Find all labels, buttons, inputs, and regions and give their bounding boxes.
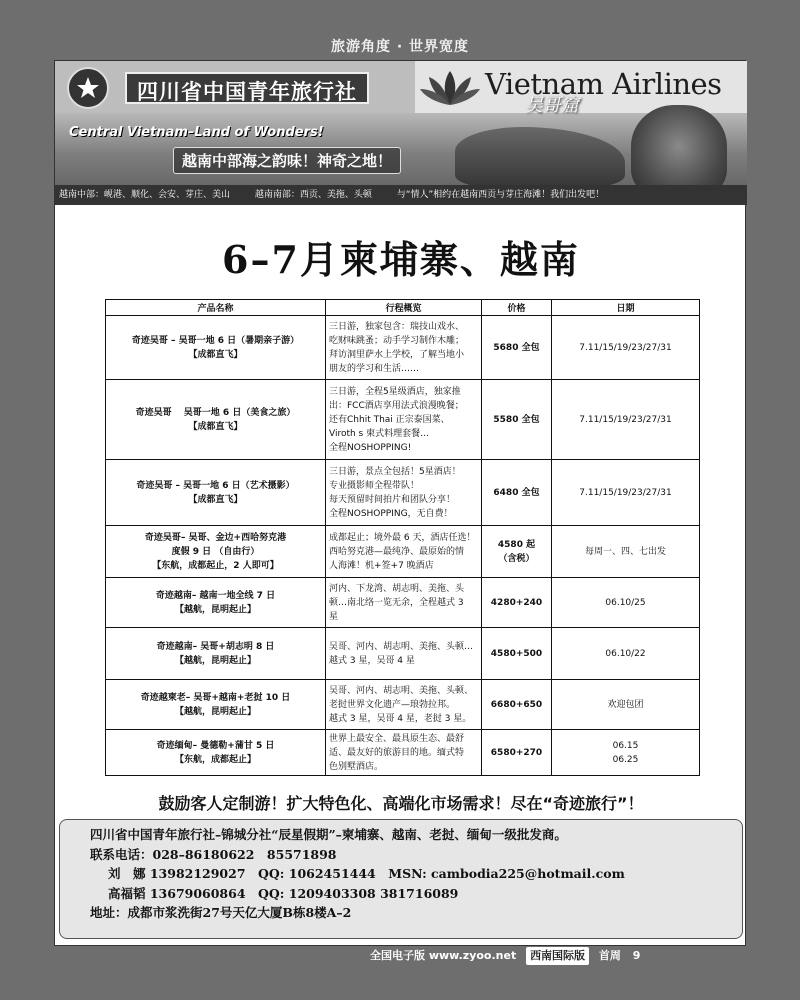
product-table [105, 299, 700, 776]
star-logo-icon [67, 67, 109, 109]
bayon-face-photo [631, 105, 727, 197]
airline-logo-area [415, 61, 747, 113]
itinerary-cell: 三日游，独家包含：瑞技山戏水、 吃财味跳蚤；动手学习制作木雕； 拜访洞里萨水上学校，了解当地小 朋友的学习和生活…… [326, 316, 482, 380]
agency-logo-area [55, 61, 415, 113]
footer-edition: 全国电子版 www.zyoo.net [370, 949, 517, 962]
contact-box [59, 819, 743, 939]
price-cell: 6680+650 [482, 680, 552, 730]
contact-phone: 联系电话：028–86180622 85571898 [90, 846, 337, 862]
table-row [106, 628, 700, 680]
product-name: 奇迹越柬老– 吴哥+越南+老挝 10 日 【越航，昆明起止】 [106, 680, 326, 730]
date-cell: 7.11/15/19/23/27/31 [552, 380, 700, 460]
date-cell: 欢迎包团 [552, 680, 700, 730]
date-cell: 06.10/22 [552, 628, 700, 680]
promo-slogan: 鼓励客人定制游！扩大特色化、高端化市场需求！尽在“奇迹旅行”！ [158, 794, 644, 813]
destination-strip [55, 185, 747, 205]
strip-central: 越南中部：岘港、顺化、会安、芽庄、美山 [59, 190, 231, 200]
table-row [106, 526, 700, 578]
contact-person-2: 高福韬 13679060864 QQ: 1209403308 381716089 [108, 885, 459, 901]
product-name: 奇迹吴哥– 吴哥、金边+西哈努克港 度假 9 日 （自由行） 【东航，成都起止，2 人即可】 [106, 526, 326, 578]
table-row [106, 316, 700, 380]
agency-name: 四川省中国青年旅行社 [125, 72, 369, 104]
footer-section: 首周 [598, 949, 621, 962]
price-cell: 5580 全包 [482, 380, 552, 460]
page-footer [370, 947, 640, 965]
date-cell: 06.15 06.25 [552, 730, 700, 776]
table-row [106, 380, 700, 460]
contact-person-1: 刘 娜 13982129027 QQ: 1062451444 MSN: cambodia225@hotmail.com [108, 866, 625, 881]
product-name: 奇迹缅甸– 曼德勒+蒲甘 5 日 【东航，成都起止】 [106, 730, 326, 776]
table-row [106, 680, 700, 730]
product-name: 奇迹吴哥 吴哥一地 6 日（美食之旅） 【成都直飞】 [106, 380, 326, 460]
price-cell: 4580+500 [482, 628, 552, 680]
itinerary-cell: 河内、下龙湾、胡志明、美拖、头 顿…南北络一览无余，全程越式 3 星 [326, 578, 482, 628]
airline-name: Vietnam Airlines [485, 67, 722, 101]
header-slogan: 旅游角度 · 世界宽度 [330, 39, 470, 55]
table-row [106, 578, 700, 628]
itinerary-cell: 世界上最安全、最具原生态、最舒 适、最友好的旅游目的地。缅式特 色别墅酒店。 [326, 730, 482, 776]
product-name: 奇迹越南– 吴哥+胡志明 8 日 【越航，昆明起止】 [106, 628, 326, 680]
banner [55, 61, 747, 205]
table-header-row [106, 300, 700, 316]
date-cell: 7.11/15/19/23/27/31 [552, 460, 700, 526]
date-cell: 06.10/25 [552, 578, 700, 628]
table-row [106, 730, 700, 776]
price-cell: 6580+270 [482, 730, 552, 776]
itinerary-cell: 吴哥、河内、胡志明、美拖、头顿、 老挝世界文化遗产—琅勃拉邦。 越式 3 星，吴哥 4 星，老挝 3 星。 [326, 680, 482, 730]
price-cell: 4580 起 （含税） [482, 526, 552, 578]
price-cell: 6480 全包 [482, 460, 552, 526]
product-name: 奇迹吴哥 – 吴哥一地 6 日（艺术摄影） 【成都直飞】 [106, 460, 326, 526]
strip-south: 越南南部：西贡、美拖、头顿 [254, 190, 372, 200]
itinerary-cell: 三日游，全程5星级酒店，独家推 出：FCC酒店享用法式浪漫晚餐； 还有Chhit Thai 正宗泰国菜、 Viroth s 柬式料理套餐… 全程NOSHOPPING! [326, 380, 482, 460]
itinerary-cell: 吴哥、河内、胡志明、美拖、头顿… 越式 3 星，吴哥 4 星 [326, 628, 482, 680]
advertisement-page [54, 60, 746, 946]
header-date: 日期 [552, 300, 700, 316]
itinerary-cell: 成都起止；境外最 6 天，酒店任选！ 西哈努克港—最纯净、最原始的情 人海滩！机+签+7 晚酒店 [326, 526, 482, 578]
price-cell: 5680 全包 [482, 316, 552, 380]
tagline-chinese: 越南中部海之韵味！神奇之地！ [173, 147, 401, 174]
calligraphy-text: 吴哥窟 [525, 95, 579, 116]
tagline-english: Central Vietnam–Land of Wonders! [69, 125, 324, 140]
date-cell: 7.11/15/19/23/27/31 [552, 316, 700, 380]
table-row [106, 460, 700, 526]
lotus-icon [419, 67, 481, 107]
product-name: 奇迹吴哥 – 吴哥一地 6 日（暑期亲子游） 【成都直飞】 [106, 316, 326, 380]
footer-label: 西南国际版 [526, 947, 589, 965]
header-itinerary: 行程概览 [326, 300, 482, 316]
strip-slogan: 与“情人”相约在越南西贡与芽庄海滩！我们出发吧！ [396, 190, 605, 200]
date-cell: 每周一、四、七出发 [552, 526, 700, 578]
contact-address: 地址：成都市浆洗街27号天亿大厦B栋8楼A–2 [90, 905, 352, 920]
product-name: 奇迹越南– 越南一地全线 7 日 【越航，昆明起止】 [106, 578, 326, 628]
itinerary-cell: 三日游，景点全包括！5星酒店！ 专业摄影师全程带队！ 每天预留时间拍片和团队分享！ 全程NOSHOPPING，无自费！ [326, 460, 482, 526]
header-product: 产品名称 [106, 300, 326, 316]
contact-company: 四川省中国青年旅行社–锦城分社“辰星假期”–柬埔寨、越南、老挝、缅甸一级批发商。 [90, 827, 567, 842]
header-price: 价格 [482, 300, 552, 316]
footer-page-number: 9 [632, 949, 641, 962]
main-title: 6–7月柬埔寨、越南 [222, 237, 580, 282]
price-cell: 4280+240 [482, 578, 552, 628]
